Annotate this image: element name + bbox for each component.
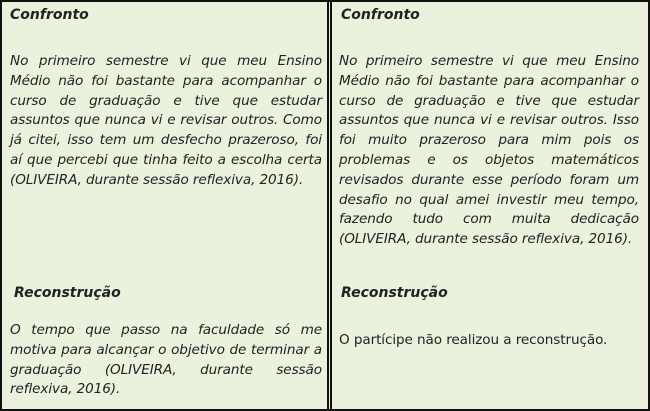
left-reconstrucao-text-cell bbox=[10, 321, 322, 400]
left-confronto-text-cell bbox=[10, 52, 322, 191]
left-confronto-heading: Confronto bbox=[10, 7, 89, 23]
table-border-top bbox=[0, 0, 650, 2]
right-reconstrucao-cell bbox=[341, 284, 639, 302]
right-reconstrucao-text: O partícipe não realizou a reconstrução. bbox=[339, 332, 608, 348]
left-reconstrucao-cell bbox=[14, 284, 322, 302]
right-confronto-cell bbox=[341, 6, 639, 24]
right-confronto-text: No primeiro semestre vi que meu Ensino Médio não foi bastante para acompanhar o curso de graduação e tive que estudar assuntos que nunca vi e revisar outros. Isso foi muito prazeroso para mim pois os problemas e os objetos matemáticos revisados durante esse período foram um desafio no qual amei investir meu tempo, fazendo tudo com muita dedicação (OLIVEIRA, durante sessão reflexiva, 2016). bbox=[339, 53, 639, 248]
left-confronto-text: No primeiro semestre vi que meu Ensino Médio não foi bastante para acompanhar o curso de graduação e tive que estudar assuntos que nunca vi e revisar outros. Como já citei, isso tem um desfecho prazeroso, foi aí que percebi que tinha feito a escolha certa (OLIVEIRA, durante sessão reflexiva, 2016). bbox=[10, 53, 322, 188]
left-confronto-cell bbox=[10, 6, 322, 24]
table-column-divider-inner bbox=[330, 0, 332, 411]
left-reconstrucao-text: O tempo que passo na faculdade só me motiva para alcançar o objetivo de terminar a graduação (OLIVEIRA, durante sessão reflexiva, 2016). bbox=[10, 322, 322, 398]
right-confronto-text-cell bbox=[339, 52, 639, 250]
right-confronto-heading: Confronto bbox=[341, 7, 420, 23]
right-reconstrucao-heading: Reconstrução bbox=[341, 285, 448, 301]
right-reconstrucao-text-cell bbox=[339, 331, 639, 351]
left-reconstrucao-heading: Reconstrução bbox=[14, 285, 121, 301]
table-column-divider bbox=[327, 0, 329, 411]
table-border-left bbox=[0, 0, 2, 411]
